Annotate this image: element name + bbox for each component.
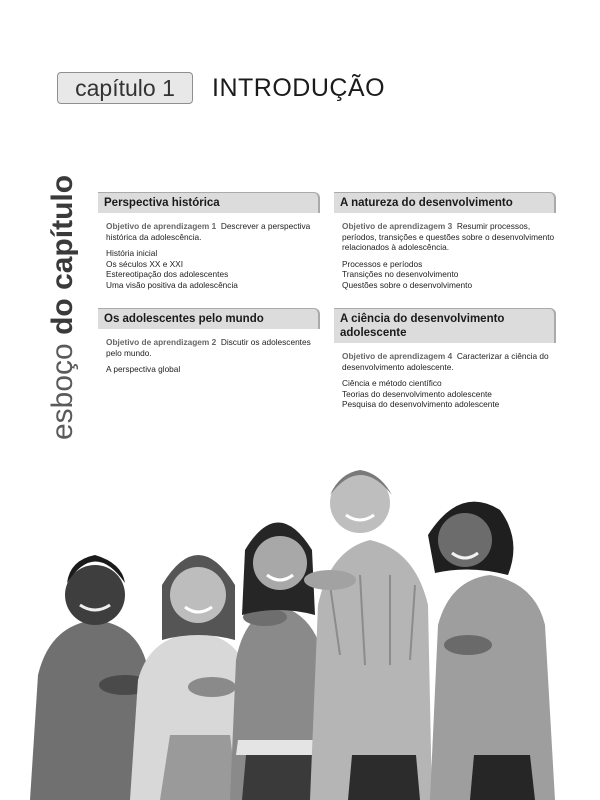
objective-text: Discutir os adolescentes pelo mundo. bbox=[106, 337, 311, 358]
list-item: Ciência e método científico bbox=[342, 378, 442, 388]
section-historical-perspective bbox=[98, 192, 320, 290]
section-adolescents-worldwide bbox=[98, 308, 320, 375]
learning-objective bbox=[342, 351, 556, 372]
objective-label: Objetivo de aprendizagem 2 bbox=[106, 337, 217, 347]
list-item: Transições no desenvolvimento bbox=[342, 269, 459, 279]
objective-text: Caracterizar a ciência do desenvolvimento adolescente. bbox=[342, 351, 549, 372]
objective-text: Descrever a perspectiva histórica da adolescência. bbox=[106, 221, 311, 242]
chapter-outline-label bbox=[44, 175, 82, 440]
outline-label-part1: esboço bbox=[46, 334, 79, 440]
teens-group-photo bbox=[30, 455, 600, 800]
learning-objective bbox=[106, 221, 320, 242]
chapter-title: INTRODUÇÃO bbox=[212, 74, 386, 102]
section-nature-of-development bbox=[334, 192, 556, 290]
section-title: Perspectiva histórica bbox=[98, 192, 320, 213]
list-item: Os séculos XX e XXI bbox=[106, 258, 184, 269]
objective-label: Objetivo de aprendizagem 4 bbox=[342, 351, 453, 361]
outline-label-part2: do capítulo bbox=[46, 174, 79, 335]
list-item: Processos e períodos bbox=[342, 258, 423, 269]
person-5 bbox=[428, 502, 555, 800]
list-item: A perspectiva global bbox=[106, 364, 181, 374]
list-item: Questões sobre o desenvolvimento bbox=[342, 279, 473, 290]
list-item: História inicial bbox=[106, 248, 158, 258]
list-item: Estereotipação dos adolescentes bbox=[106, 269, 229, 279]
section-title: A natureza do desenvolvimento bbox=[334, 192, 556, 213]
person-4 bbox=[304, 470, 432, 800]
list-item: Pesquisa do desenvolvimento adolescente bbox=[342, 399, 500, 409]
objective-label: Objetivo de aprendizagem 1 bbox=[106, 221, 217, 231]
chapter-label: capítulo 1 bbox=[57, 72, 193, 104]
section-title: Os adolescentes pelo mundo bbox=[98, 308, 320, 329]
objective-text: Resumir processos, períodos, transições e questões sobre o desenvolvimento relacionados à adolescência. bbox=[342, 221, 555, 252]
objective-label: Objetivo de aprendizagem 3 bbox=[342, 221, 453, 231]
learning-objective bbox=[106, 337, 320, 358]
list-item: Uma visão positiva da adolescência bbox=[106, 279, 238, 290]
section-science-of-development bbox=[334, 308, 556, 410]
list-item: Teorias do desenvolvimento adolescente bbox=[342, 388, 492, 399]
section-title: A ciência do desenvolvimento adolescente bbox=[334, 308, 556, 343]
learning-objective bbox=[342, 221, 556, 253]
